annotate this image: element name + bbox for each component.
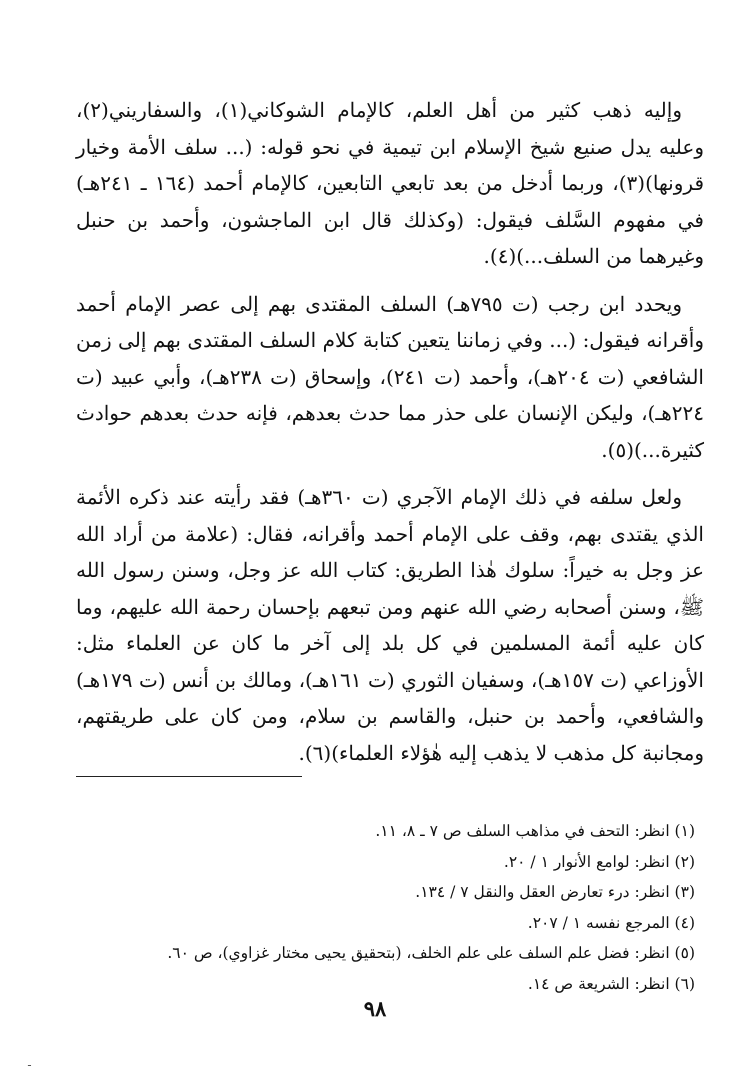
paragraph-1: وإليه ذهب كثير من أهل العلم، كالإمام الشوكاني(١)، والسفاريني(٢)، وعليه يدل صنيع شيخ الإسلام ابن تيمية في نحو قوله: (... سلف الأمة وخيار قرونها)(٣)، وربما أدخل من بعد تابعي التابعين، كالإمام أحمد (١٦٤ ـ ٢٤١هـ) في مفهوم السَّلف فيقول: (وكذلك قال ابن الماجشون، وأحمد بن حنبل وغيرهما من السلف...)(٤). [76,98,705,268]
page-number: ٩٨ [363,996,387,1021]
corner-mark: ـ [28,1058,31,1069]
footnote-3: (٣) انظر: درء تعارض العقل والنقل ٧ / ١٣٤. [415,883,695,901]
footnote-5: (٥) انظر: فضل علم السلف على علم الخلف، (بتحقيق يحيى مختار غزاوي)، ص ٦٠. [167,944,695,962]
footnote-6: (٦) انظر: الشريعة ص ١٤. [527,974,695,993]
footnote-separator [76,776,302,777]
footnote-1: (١) انظر: التحف في مذاهب السلف ص ٧ ـ ٨، ١١. [375,822,695,840]
footnote-2: (٢) انظر: لوامع الأنوار ١ / ٢٠. [503,852,695,871]
footnote-4: (٤) المرجع نفسه ١ / ٢٠٧. [527,913,695,932]
footnotes [76,816,695,999]
main-text [76,92,704,771]
paragraph-2: ويحدد ابن رجب (ت ٧٩٥هـ) السلف المقتدى بهم إلى عصر الإمام أحمد وأقرانه فيقول: (... وفي زماننا يتعين كتابة كلام السلف المقتدى بهم إلى زمن الشافعي (ت ٢٠٤هـ)، وأحمد (ت ٢٤١)، وإسحاق (ت ٢٣٨هـ)، وأبي عبيد (ت ٢٢٤هـ)، وليكن الإنسان على حذر مما حدث بعدهم، فإنه حدث بعدهم حوادث كثيرة...)(٥). [76,291,704,462]
paragraph-3: ولعل سلفه في ذلك الإمام الآجري (ت ٣٦٠هـ) فقد رأيته عند ذكره الأئمة الذي يقتدى بهم، وقف على الإمام أحمد وأقرانه، فقال: (علامة من أراد الله عز وجل به خيراً: سلوك هٰذا الطريق: كتاب الله عز وجل، وسنن رسول الله ﷺ، وسنن أصحابه رضي الله عنهم ومن تبعهم بإحسان رحمة الله عليهم، وما كان عليه أئمة المسلمين في كل بلد إلى آخر ما كان عن العلماء مثل: الأوزاعي (ت ١٥٧هـ)، وسفيان الثوري (ت ١٦١هـ)، ومالك بن أنس (ت ١٧٩هـ) والشافعي، وأحمد بن حنبل، والقاسم بن سلام، ومن كان على طريقتهم، ومجانبة كل مذهب لا يذهب إليه هٰؤلاء العلماء)(٦). [76,485,704,765]
